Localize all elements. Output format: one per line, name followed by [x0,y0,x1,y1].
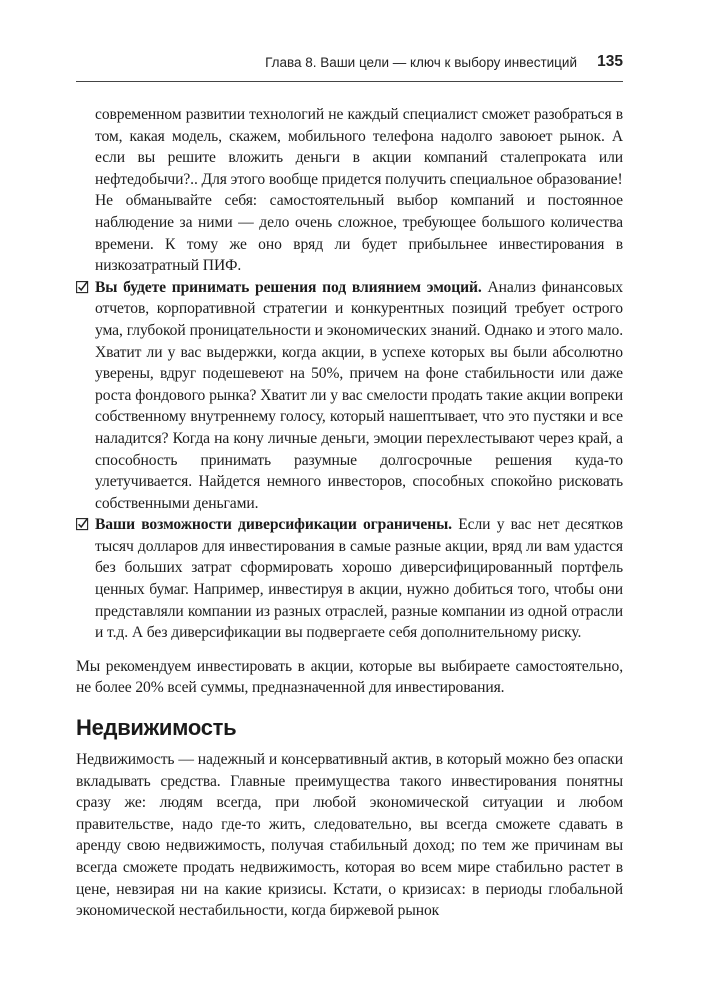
paragraph-recommendation: Мы рекомендуем инвестировать в акции, которые вы выбираете самостоятельно, не более 20% всей суммы, предназначенной для инвестирования. [76,657,623,697]
checked-box-icon [76,280,89,294]
section-heading: Недвижимость [76,715,237,741]
running-header [0,53,623,73]
paragraph-warning: Не обманывайте себя: самостоятельный выбор компаний и постоянное наблюдение за ними — дело очень сложное, требующее большого количества времени. К тому же оно вряд ли будет прибыльнее инвестирования в низкозатратный ПИФ. [95,192,623,275]
bullet-emotions [76,277,623,515]
paragraph-continuation: современном развитии технологий не каждый специалист сможет разобраться в том, какая модель, скажем, мобильного телефона надолго завоюет рынок. А если вы решите вложить деньги в акции компаний сталепроката или нефтедобычи?.. Для этого вообще придется получить специальное образование! [95,106,623,188]
page-body [76,104,623,922]
page-number: 135 [597,53,623,70]
checked-box-icon [76,517,89,531]
bullet-diversification [76,514,623,644]
bullet-diversification-title: Ваши возможности диверсификации ограничены. [95,516,452,534]
header-rule [76,81,623,82]
bullet-emotions-text: Анализ финансовых отчетов, корпоративной стратегии и конкурентных позиций требует острого ума, глубокой проницательности и экономических знаний. Однако и этого мало. Хватит ли у вас выдержки, когда акции, в успехе которых вы были абсолютно уверены, вдруг подешевеют на 50%, причем на фоне стабильности или даже роста фондового рынка? Хватит ли у вас смелости продать такие акции вопреки собственному внутреннему голосу, который нашептывает, что это пустяки и все наладится? Когда на кону личные деньги, эмоции перехлестывают через край, а способность принимать разумные долгосрочные решения куда-то улетучивается. Найдется немного инвесторов, способных спокойно рисковать собственными деньгами. [95,278,623,512]
paragraph-real-estate: Недвижимость — надежный и консервативный актив, в который можно без опаски вкладывать средства. Главные преимущества такого инвестирования понятны сразу же: людям всегда, при любой экономической ситуации и любом правительстве, надо где-то жить, следовательно, вы всегда сможете сдавать в аренду свою недвижимость, получая стабильный доход; по тем же причинам вы всегда сможете продать недвижимость, которая во всем мире стабильно растет в цене, невзирая ни на какие кризисы. Кстати, о кризисах: в периоды глобальной экономической нестабильности, когда биржевой рынок [76,751,623,920]
bullet-emotions-title: Вы будете принимать решения под влиянием эмоций. [95,278,482,296]
running-title: Глава 8. Ваши цели — ключ к выбору инвестиций [265,55,577,70]
bullet-diversification-text: Если у вас нет десятков тысяч долларов для инвестирования в самые разные акции, вряд ли вам удастся без больших затрат сформировать хорошо диверсифицированный портфель ценных бумаг. Например, инвестируя в акции, нужно добиться того, чтобы они представляли компании из разных отраслей, разные компании из одной отрасли и т.д. А без диверсификации вы подвергаете себя дополнительному риску. [95,516,623,642]
